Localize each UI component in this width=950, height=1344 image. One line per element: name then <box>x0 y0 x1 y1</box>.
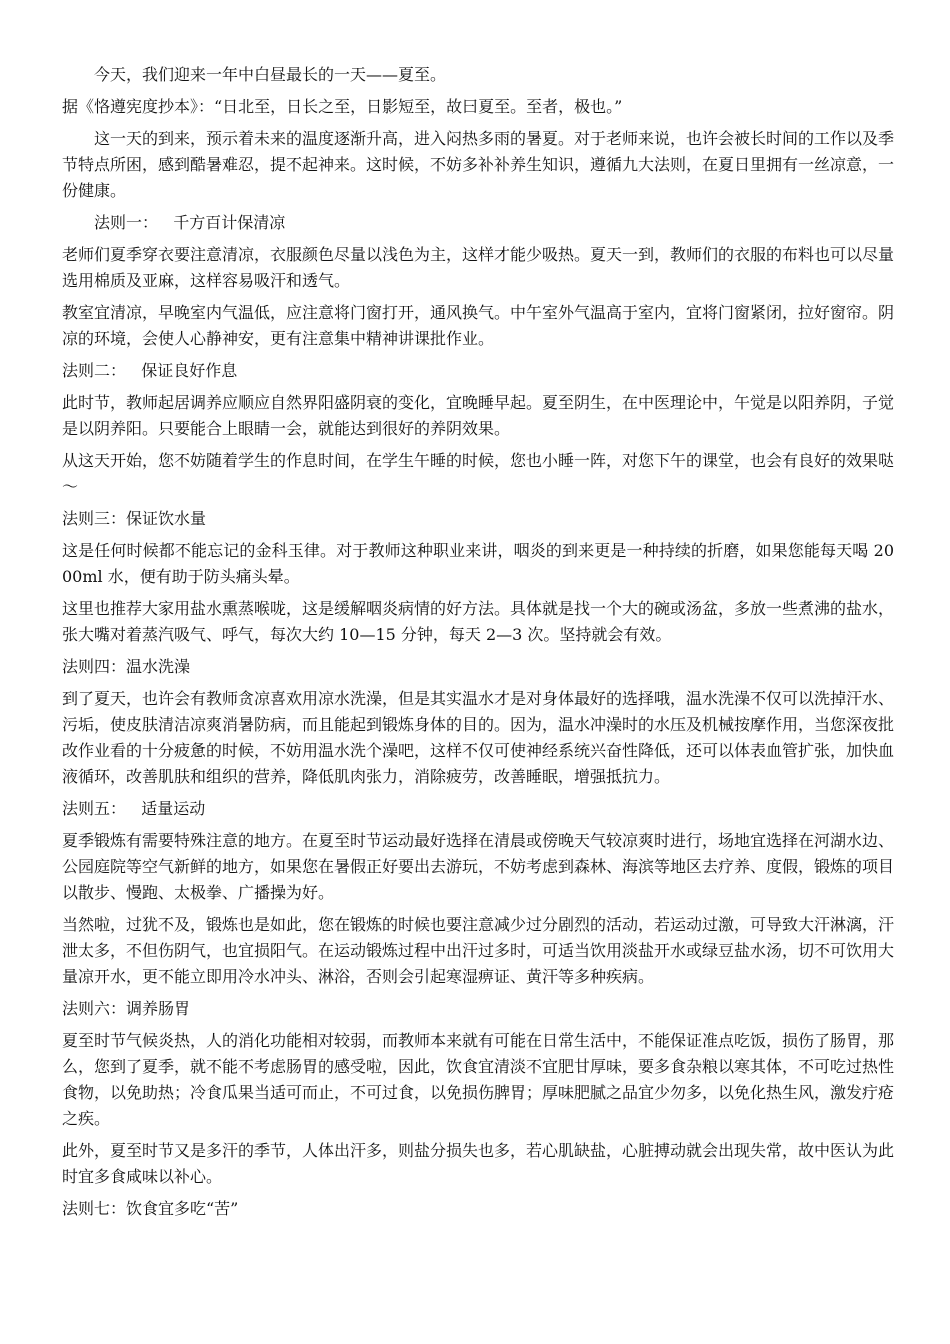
rule-1-heading: 法则一： 千方百计保清凉 <box>94 213 286 232</box>
intro-paragraph-1: 今天，我们迎来一年中白昼最长的一天——夏至。 <box>94 65 447 84</box>
rule-2-paragraph-2: 从这天开始，您不妨随着学生的作息时间，在学生午睡的时候，您也小睡一阵，对您下午的课堂，也会有良好的效果哒～ <box>62 451 895 496</box>
rule-6-paragraph-1: 夏至时节气候炎热，人的消化功能相对较弱，而教师本来就有可能在日常生活中，不能保证准点吃饭，损伤了肠胃，那么，您到了夏季，就不能不考虑肠胃的感受啦，因此，饮食宜清淡不宜肥甘厚味，要多食杂粮以寒其体，不可吃过热性食物，以免助热；冷食瓜果当适可而止，不可过食，以免损伤脾胃；厚味肥腻之品宜少勿多，以免化热生风，激发疔疮之疾。 <box>62 1031 895 1128</box>
rule-2-paragraph-1: 此时节，教师起居调养应顺应自然界阳盛阴衰的变化，宜晚睡早起。夏至阴生，在中医理论中，午觉是以阳养阴，子觉是以阴养阳。只要能合上眼睛一会，就能达到很好的养阴效果。 <box>62 393 895 438</box>
rule-3-paragraph-1: 这是任何时候都不能忘记的金科玉律。对于教师这种职业来讲，咽炎的到来更是一种持续的折磨，如果您能每天喝 2000ml 水，便有助于防头痛头晕。 <box>62 541 894 586</box>
rule-2-heading: 法则二： 保证良好作息 <box>62 361 238 380</box>
rule-1-paragraph-1: 老师们夏季穿衣要注意清凉，衣服颜色尽量以浅色为主，这样才能少吸热。夏天一到，教师们的衣服的布料也可以尽量选用棉质及亚麻，这样容易吸汗和透气。 <box>62 245 895 290</box>
rule-3-paragraph-2: 这里也推荐大家用盐水熏蒸喉咙，这是缓解咽炎病情的好方法。具体就是找一个大的碗或汤盆，多放一些煮沸的盐水，张大嘴对着蒸汽吸气、呼气，每次大约 10—15 分钟，每天 2—3 次。坚持就会有效。 <box>62 599 895 644</box>
rule-5-heading: 法则五： 适量运动 <box>62 799 206 818</box>
document-body <box>62 62 894 1228</box>
rule-1-paragraph-2: 教室宜清凉，早晚室内气温低，应注意将门窗打开，通风换气。中午室外气温高于室内，宜将门窗紧闭，拉好窗帘。阴凉的环境，会使人心静神安，更有注意集中精神讲课批作业。 <box>62 303 895 348</box>
rule-3-heading: 法则三：保证饮水量 <box>62 509 207 528</box>
intro-quote-paragraph: 据《恪遵宪度抄本》：“日北至，日长之至，日影短至，故曰夏至。至者，极也。” <box>62 97 623 116</box>
rule-4-heading: 法则四：温水洗澡 <box>62 657 191 676</box>
rule-5-paragraph-2: 当然啦，过犹不及，锻炼也是如此，您在锻炼的时候也要注意减少过分剧烈的活动，若运动过激，可导致大汗淋漓，汗泄太多，不但伤阴气，也宜损阳气。在运动锻炼过程中出汗过多时，可适当饮用淡盐开水或绿豆盐水汤，切不可饮用大量凉开水，更不能立即用冷水冲头、淋浴，否则会引起寒湿痹证、黄汗等多种疾病。 <box>62 915 895 986</box>
rule-4-paragraph-1: 到了夏天，也许会有教师贪凉喜欢用凉水洗澡，但是其实温水才是对身体最好的选择哦，温水洗澡不仅可以洗掉汗水、污垢，使皮肤清洁凉爽消暑防病，而且能起到锻炼身体的目的。因为，温水冲澡时的水压及机械按摩作用，当您深夜批改作业看的十分疲惫的时候，不妨用温水洗个澡吧，这样不仅可使神经系统兴奋性降低，还可以体表血管扩张，加快血液循环，改善肌肤和组织的营养，降低肌肉张力，消除疲劳，改善睡眠，增强抵抗力。 <box>62 689 895 786</box>
rule-6-paragraph-2: 此外，夏至时节又是多汗的季节，人体出汗多，则盐分损失也多，若心肌缺盐，心脏搏动就会出现失常，故中医认为此时宜多食咸味以补心。 <box>62 1141 895 1186</box>
rule-7-heading: 法则七：饮食宜多吃“苦” <box>62 1199 239 1218</box>
rule-6-heading: 法则六：调养肠胃 <box>62 999 191 1018</box>
intro-paragraph-2: 这一天的到来，预示着未来的温度逐渐升高，进入闷热多雨的暑夏。对于老师来说，也许会被长时间的工作以及季节特点所困，感到酷暑难忍，提不起神来。这时候，不妨多补补养生知识，遵循九大法则，在夏日里拥有一丝凉意，一份健康。 <box>62 129 895 200</box>
rule-5-paragraph-1: 夏季锻炼有需要特殊注意的地方。在夏至时节运动最好选择在清晨或傍晚天气较凉爽时进行，场地宜选择在河湖水边、公园庭院等空气新鲜的地方，如果您在暑假正好要出去游玩，不妨考虑到森林、海滨等地区去疗养、度假，锻炼的项目以散步、慢跑、太极拳、广播操为好。 <box>62 831 895 902</box>
